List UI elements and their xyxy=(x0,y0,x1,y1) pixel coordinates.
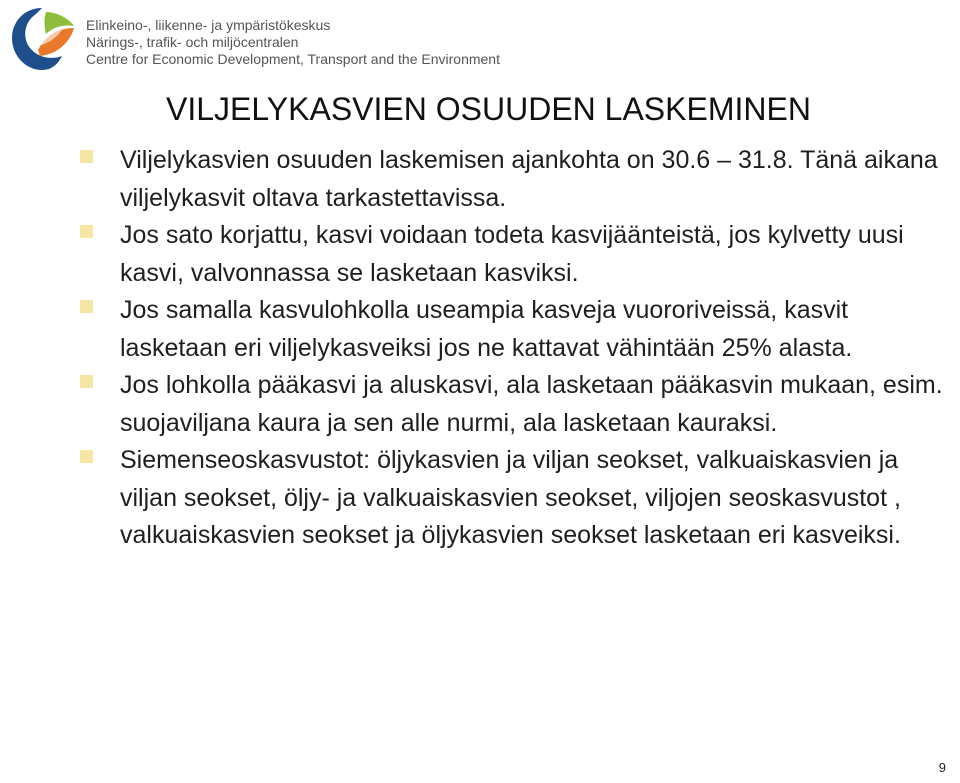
page-number: 9 xyxy=(938,760,946,775)
bullet-item xyxy=(80,292,950,367)
bullet-item xyxy=(80,367,950,442)
square-bullet-icon xyxy=(80,150,93,163)
bullet-list xyxy=(80,142,950,555)
ely-centre-logo-icon xyxy=(6,4,78,76)
bullet-text: Jos sato korjattu, kasvi voidaan todeta kasvijäänteistä, jos kylvetty uusi kasvi, valvonnassa se lasketaan kasviksi. xyxy=(120,221,904,287)
bullet-text: Jos lohkolla pääkasvi ja aluskasvi, ala lasketaan pääkasvin mukaan, esim. suojaviljana kaura ja sen alle nurmi, ala lasketaan kauraksi. xyxy=(120,371,943,437)
bullet-text: Jos samalla kasvulohkolla useampia kasveja vuororiveissä, kasvit lasketaan eri viljelykasveiksi jos ne kattavat vähintään 25% alasta. xyxy=(120,296,853,362)
square-bullet-icon xyxy=(80,300,93,313)
square-bullet-icon xyxy=(80,375,93,388)
bullet-item xyxy=(80,442,950,555)
org-name-finnish: Elinkeino-, liikenne- ja ympäristökeskus xyxy=(86,17,331,33)
header xyxy=(6,4,526,76)
square-bullet-icon xyxy=(80,225,93,238)
bullet-item xyxy=(80,142,950,217)
bullet-text: Viljelykasvien osuuden laskemisen ajankohta on 30.6 – 31.8. Tänä aikana viljelykasvit oltava tarkastettavissa. xyxy=(120,146,938,212)
org-name-english: Centre for Economic Development, Transport and the Environment xyxy=(86,51,500,67)
slide-title: VILJELYKASVIEN OSUUDEN LASKEMINEN xyxy=(166,91,811,127)
bullet-item xyxy=(80,217,950,292)
bullet-text: Siemenseoskasvustot: öljykasvien ja viljan seokset, valkuaiskasvien ja viljan seokset, öljy- ja valkuaiskasvien seokset, viljojen seoskasvustot , valkuaiskasvien seokset ja öljykasvien seokset lasketaan eri kasveiksi. xyxy=(120,446,901,549)
organization-names xyxy=(86,17,500,68)
square-bullet-icon xyxy=(80,450,93,463)
org-name-swedish: Närings-, trafik- och miljöcentralen xyxy=(86,34,299,50)
